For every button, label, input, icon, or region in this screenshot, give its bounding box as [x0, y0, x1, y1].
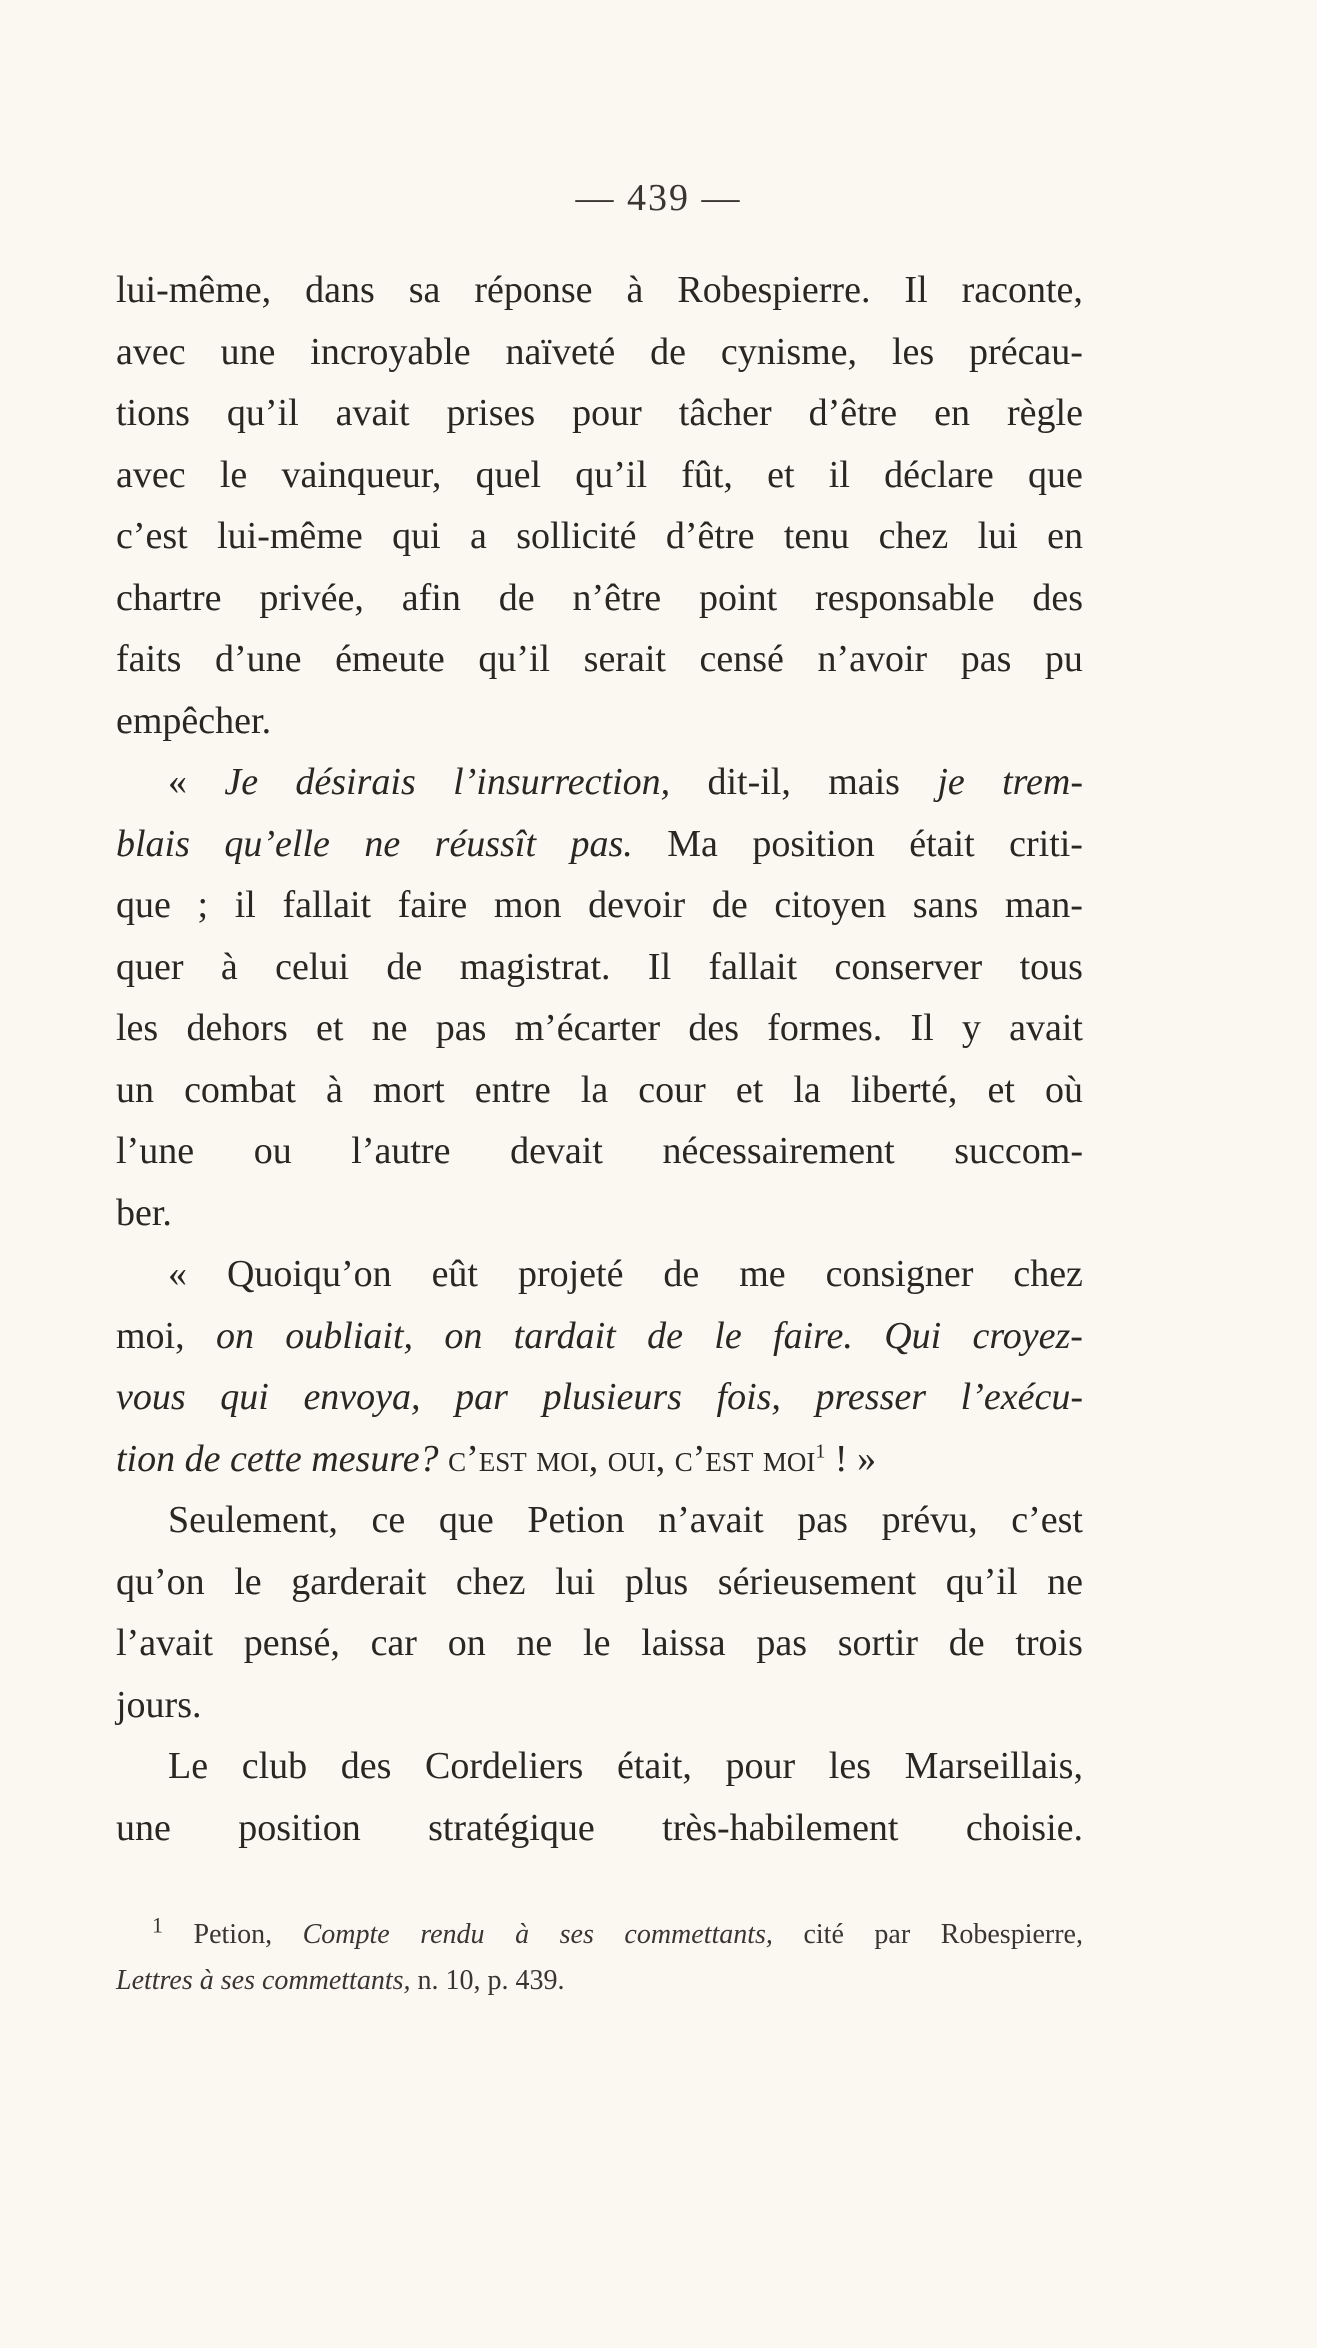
word: serait: [583, 638, 666, 680]
word: formes.: [767, 1007, 883, 1049]
word: et: [315, 1007, 344, 1049]
word: de: [650, 330, 687, 373]
text-line: [116, 629, 1083, 691]
word: oui,: [607, 1437, 666, 1480]
word: »: [857, 1437, 877, 1480]
word: cette: [230, 1437, 302, 1480]
word: ne: [516, 1622, 553, 1664]
word: qu’il: [478, 638, 551, 680]
word: Lettres: [116, 1965, 193, 1996]
word: en: [1047, 515, 1083, 557]
word: responsable: [815, 576, 995, 619]
word: devoir: [588, 884, 686, 926]
page-number: — 439 —: [575, 177, 742, 219]
word: les: [116, 1007, 159, 1049]
word: ne: [371, 1007, 408, 1049]
word: de: [711, 884, 748, 926]
word: n.: [417, 1965, 439, 1996]
word: je: [937, 761, 965, 803]
text-line: [116, 1060, 1083, 1122]
word: mort: [372, 1068, 445, 1111]
word: moi,: [116, 1314, 185, 1357]
word: choisie.: [965, 1806, 1083, 1849]
word: Petion,: [193, 1919, 273, 1950]
word: quel: [475, 453, 542, 496]
word: car: [370, 1622, 417, 1664]
word: jours.: [116, 1683, 202, 1726]
word: mon: [493, 884, 562, 926]
word: de: [386, 945, 423, 988]
word: que: [116, 884, 171, 926]
word: des: [340, 1745, 392, 1787]
word: l’une: [116, 1130, 195, 1172]
word: fallait: [708, 945, 798, 988]
word: blais: [116, 822, 190, 865]
word: commettants,: [624, 1919, 773, 1950]
word: qui: [392, 515, 441, 557]
text-line: [116, 691, 1083, 753]
word: presser: [815, 1376, 927, 1418]
word: les: [828, 1745, 871, 1787]
word: man-: [1004, 884, 1083, 926]
word: prises: [446, 392, 536, 434]
word: naïveté: [505, 330, 616, 373]
text-line: [116, 1798, 1083, 1860]
word: ber.: [116, 1191, 172, 1234]
text-line: [116, 1490, 1083, 1552]
word: qu’il: [226, 392, 299, 434]
word: et: [767, 453, 795, 496]
word: cynisme,: [720, 330, 858, 373]
word: désirais: [295, 761, 416, 803]
word: trem-: [1002, 761, 1083, 803]
text-line: [116, 1675, 1083, 1737]
word: ou: [253, 1130, 292, 1172]
word: par: [455, 1376, 508, 1418]
word: pas: [797, 1499, 848, 1541]
word: l’autre: [351, 1130, 451, 1172]
word: Petion: [527, 1499, 625, 1541]
word: le: [583, 1622, 611, 1664]
word: que: [1028, 453, 1083, 496]
word: moi$^1$: [762, 1437, 826, 1480]
word: empêcher.: [116, 699, 272, 742]
text-line: [116, 1183, 1083, 1245]
word: garderait: [291, 1560, 427, 1603]
text-line: [116, 568, 1083, 630]
word: mesure?: [311, 1437, 439, 1480]
word: club: [241, 1745, 308, 1787]
word: les: [891, 330, 935, 373]
word: pas: [960, 638, 1012, 680]
text-line: [116, 937, 1083, 999]
word: n’avait: [658, 1499, 764, 1541]
word: privée,: [259, 576, 364, 619]
word: n’avoir: [817, 638, 928, 680]
word: combat: [184, 1068, 296, 1111]
word: dit-il,: [707, 761, 791, 803]
word: raconte,: [961, 269, 1083, 311]
word: «: [168, 761, 187, 803]
word: faire: [397, 884, 468, 926]
word: ne: [364, 822, 401, 865]
word: fois,: [716, 1376, 781, 1418]
word: lui-même,: [116, 269, 272, 311]
word: de: [498, 576, 535, 619]
word: Il: [910, 1007, 934, 1049]
word: afin: [401, 576, 461, 619]
word: c’est: [674, 1437, 754, 1480]
word: la: [580, 1068, 609, 1111]
footnote-line: [116, 1912, 1083, 1958]
word: a: [470, 515, 487, 557]
word: de: [647, 1314, 683, 1357]
word: Seulement,: [168, 1499, 338, 1541]
word: chez: [1013, 1253, 1083, 1295]
word: faire.: [773, 1314, 853, 1357]
word: c’est: [116, 515, 188, 557]
text-line: [116, 1244, 1083, 1306]
word: conserver: [834, 945, 983, 988]
word: vous: [116, 1376, 186, 1418]
word: des: [688, 1007, 740, 1049]
word: de: [184, 1437, 221, 1480]
word: ses: [220, 1965, 255, 1996]
word: sortir: [837, 1622, 918, 1664]
word: sérieusement: [717, 1560, 917, 1603]
body-text: [116, 260, 1083, 1859]
word: entre: [474, 1068, 551, 1111]
word: 1: [152, 1912, 163, 1938]
text-line: [116, 322, 1083, 384]
word: c’est: [448, 1437, 527, 1480]
word: fallait: [282, 884, 372, 926]
word: 10,: [445, 1965, 481, 1996]
word: tenu: [783, 515, 850, 557]
word: chartre: [116, 576, 222, 619]
word: on: [447, 1622, 486, 1664]
text-line: [116, 383, 1083, 445]
word: qui: [220, 1376, 269, 1418]
word: tions: [116, 392, 190, 434]
word: l’insurrection,: [453, 761, 671, 803]
word: d’être: [665, 515, 755, 557]
word: qu’elle: [224, 822, 330, 865]
word: à: [515, 1919, 530, 1950]
word: m’écarter: [514, 1007, 661, 1049]
text-line: [116, 1429, 1083, 1491]
word: sa: [408, 269, 441, 311]
word: citoyen: [774, 884, 887, 926]
word: laissa: [641, 1622, 726, 1664]
word: pu: [1044, 638, 1083, 680]
word: pas.: [570, 822, 633, 865]
word: fût,: [681, 453, 733, 496]
word: lui-même: [217, 515, 363, 557]
word: Le: [168, 1745, 209, 1787]
word: Ma: [667, 822, 718, 865]
word: mais: [828, 761, 900, 803]
word: pensé,: [243, 1622, 340, 1664]
text-line: [116, 998, 1083, 1060]
word: la: [793, 1068, 821, 1111]
word: me: [739, 1253, 786, 1295]
word: tous: [1019, 945, 1083, 988]
word: Robespierre,: [940, 1919, 1083, 1950]
word: était,: [616, 1745, 692, 1787]
word: réponse: [474, 269, 593, 311]
word: cour: [638, 1068, 706, 1111]
word: pour: [572, 392, 642, 434]
text-line: [116, 1736, 1083, 1798]
word: qu’il: [575, 453, 648, 496]
text-line: [116, 1613, 1083, 1675]
word: Marseillais,: [904, 1745, 1083, 1787]
word: dans: [305, 269, 375, 311]
word: projeté: [517, 1253, 624, 1295]
text-line: [116, 506, 1083, 568]
word: le: [219, 453, 248, 496]
word: l’exécu-: [960, 1376, 1083, 1418]
text-line: [116, 752, 1083, 814]
word: envoya,: [303, 1376, 421, 1418]
word: émeute: [335, 638, 445, 680]
word: rendu: [420, 1919, 485, 1950]
word: tardait: [513, 1314, 616, 1357]
word: magistrat.: [459, 945, 611, 988]
word: Quoiqu’on: [226, 1253, 392, 1295]
word: en: [934, 392, 971, 434]
word: règle: [1007, 392, 1083, 434]
word: succom-: [954, 1130, 1083, 1172]
word: qu’il: [945, 1560, 1018, 1603]
word: plusieurs: [542, 1376, 682, 1418]
word: très-habilement: [662, 1806, 899, 1849]
word: à: [220, 945, 238, 988]
word: dehors: [186, 1007, 288, 1049]
text-line: [116, 260, 1083, 322]
word: avait: [335, 392, 410, 434]
word: n’être: [572, 576, 662, 619]
word: par: [874, 1919, 911, 1950]
word: 439.: [515, 1965, 565, 1996]
word: !: [834, 1437, 848, 1480]
word: tâcher: [678, 392, 772, 434]
word: déclare: [884, 453, 994, 496]
word: Robespierre.: [677, 269, 871, 311]
word: position: [238, 1806, 361, 1849]
word: c’est: [1011, 1499, 1083, 1541]
word: position: [752, 822, 875, 865]
word: point: [699, 576, 778, 619]
word: tion: [116, 1437, 176, 1480]
word: faits: [116, 638, 182, 680]
footnotes: [116, 1912, 1083, 2004]
word: avec: [116, 453, 186, 496]
word: réussît: [434, 822, 537, 865]
word: avec: [116, 330, 186, 373]
word: moi,: [536, 1437, 599, 1480]
word: lui: [555, 1560, 596, 1603]
word: et: [987, 1068, 1015, 1111]
word: ne: [1047, 1560, 1083, 1603]
text-line: [116, 1121, 1083, 1183]
word: consigner: [825, 1253, 974, 1295]
word: sans: [912, 884, 979, 926]
word: sollicité: [516, 515, 637, 557]
text-line: [116, 1367, 1083, 1429]
word: plus: [624, 1560, 689, 1603]
word: de: [948, 1622, 985, 1664]
word: y: [961, 1007, 981, 1049]
word: pas: [756, 1622, 808, 1664]
word: ce: [371, 1499, 406, 1541]
word: celui: [275, 945, 350, 988]
word: Il: [647, 945, 672, 988]
word: un: [116, 1068, 154, 1111]
word: quer: [116, 945, 184, 988]
word: criti-: [1009, 822, 1083, 865]
text-line: [116, 1552, 1083, 1614]
word: à: [199, 1965, 214, 1996]
word: ses: [559, 1919, 594, 1950]
word: à: [325, 1068, 343, 1111]
word: eût: [431, 1253, 478, 1295]
word: d’être: [808, 392, 898, 434]
word: était: [909, 822, 975, 865]
word: Il: [904, 269, 928, 311]
word: vainqueur,: [281, 453, 442, 496]
text-line: [116, 445, 1083, 507]
word: d’une: [214, 638, 302, 680]
word: prévu,: [881, 1499, 978, 1541]
word: une: [116, 1806, 171, 1849]
word: avait: [1009, 1007, 1083, 1049]
text-line: [116, 1306, 1083, 1368]
word: il: [234, 884, 256, 926]
word: pas: [435, 1007, 487, 1049]
word: le: [714, 1314, 742, 1357]
word: trois: [1015, 1622, 1083, 1664]
word: stratégique: [428, 1806, 595, 1849]
word: p.: [487, 1965, 509, 1996]
word: pour: [725, 1745, 796, 1787]
word: on: [444, 1314, 483, 1357]
word: oubliait,: [285, 1314, 414, 1357]
word: nécessairement: [662, 1130, 895, 1172]
word: que: [438, 1499, 494, 1541]
text-line: [116, 814, 1083, 876]
word: cité: [803, 1919, 844, 1950]
word: censé: [699, 638, 784, 680]
word: incroyable: [310, 330, 471, 373]
word: Compte: [302, 1919, 390, 1950]
word: une: [220, 330, 276, 373]
word: l’avait: [116, 1622, 214, 1664]
word: ;: [197, 884, 209, 926]
word: commettants,: [261, 1965, 411, 1996]
word: il: [828, 453, 850, 496]
word: chez: [878, 515, 949, 557]
word: chez: [455, 1560, 526, 1603]
footnote-line: [116, 1958, 1083, 2004]
word: qu’on: [116, 1560, 205, 1603]
word: croyez-: [972, 1314, 1083, 1357]
word: le: [234, 1560, 262, 1603]
word: lui: [977, 515, 1018, 557]
text-line: [116, 875, 1083, 937]
word: devait: [510, 1130, 603, 1172]
word: précau-: [969, 330, 1083, 373]
word: des: [1032, 576, 1083, 619]
word: Qui: [884, 1314, 942, 1357]
word: où: [1045, 1068, 1083, 1111]
word: Je: [224, 761, 259, 803]
word: à: [626, 269, 644, 311]
word: liberté,: [850, 1068, 958, 1111]
word: de: [663, 1253, 700, 1295]
word: on: [215, 1314, 254, 1357]
word: Cordeliers: [425, 1745, 584, 1787]
word: «: [168, 1253, 187, 1295]
word: et: [735, 1068, 764, 1111]
